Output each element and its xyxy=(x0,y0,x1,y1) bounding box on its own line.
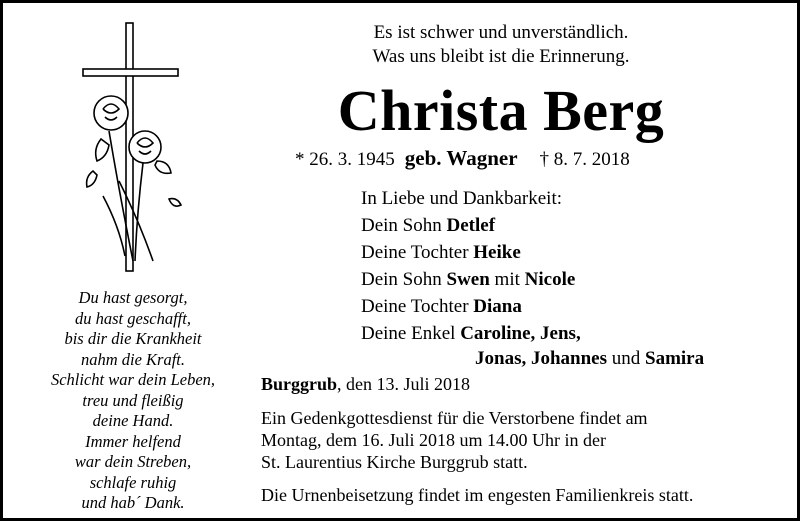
service-line: Ein Gedenkgottesdienst für die Verstorbene findet am xyxy=(261,408,648,428)
poem-line: war dein Streben, xyxy=(74,452,192,471)
deceased-name: Christa Berg xyxy=(337,78,665,143)
place-date: Burggrub, den 13. Juli 2018 xyxy=(261,374,471,394)
poem-line: bis dir die Krankheit xyxy=(64,329,202,348)
poem-line: Du hast gesorgt, xyxy=(78,288,188,307)
birth-date: * 26. 3. 1945 xyxy=(295,149,395,170)
family-line: Dein Sohn Swen mit Nicole xyxy=(361,269,576,290)
poem-line: nahm die Kraft. xyxy=(80,349,186,369)
poem-line: treu und fleißig xyxy=(82,390,184,410)
poem-line: und hab´ Dank. xyxy=(81,493,185,512)
service-line: St. Laurentius Kirche Burggrub statt. xyxy=(261,452,528,472)
family-intro: In Liebe und Dankbarkeit: xyxy=(361,188,563,209)
poem-line: Schlicht war dein Leben, xyxy=(50,370,216,389)
family-line: Jonas, Johannes und Samira xyxy=(475,348,705,369)
family-line: Deine Tochter Diana xyxy=(361,296,522,317)
cross-with-roses-icon xyxy=(73,21,203,281)
poem-line: Immer helfend xyxy=(85,431,181,451)
poem-line: schlafe ruhig xyxy=(89,472,177,492)
death-date: † 8. 7. 2018 xyxy=(539,149,630,170)
family-line: Deine Enkel Caroline, Jens, xyxy=(361,323,581,344)
birth-name: geb. Wagner xyxy=(404,146,518,170)
family-line: Deine Tochter Heike xyxy=(361,242,521,263)
poem-line: du hast geschafft, xyxy=(75,308,191,328)
life-dates xyxy=(295,146,630,172)
service-line: Montag, dem 16. Juli 2018 um 14.00 Uhr in der xyxy=(261,430,606,450)
motto-line: Es ist schwer und unverständlich. xyxy=(373,22,629,43)
poem-line: deine Hand. xyxy=(92,411,174,430)
burial-note: Die Urnenbeisetzung findet im engesten Familienkreis statt. xyxy=(261,485,694,505)
family-line: Dein Sohn Detlef xyxy=(361,215,496,236)
motto-line: Was uns bleibt ist die Erinnerung. xyxy=(372,46,630,67)
